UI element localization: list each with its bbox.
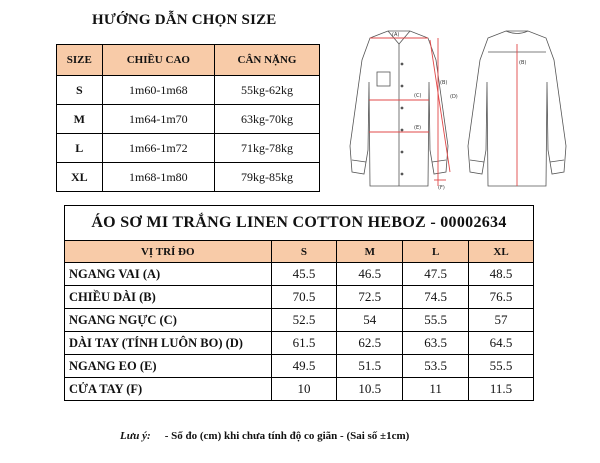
weight-cell: 71kg-78kg [215,134,320,163]
size-cell: L [57,134,103,163]
height-cell: 1m64-1m70 [102,105,214,134]
value-s: 10 [271,378,337,401]
table-header-row [57,45,320,76]
weight-cell: 55kg-62kg [215,76,320,105]
shirt-measurement-diagram [338,24,588,194]
label-a: (A) [392,32,400,38]
col-position: VỊ TRÍ ĐO [65,241,272,263]
value-s: 45.5 [271,263,337,286]
value-m: 62.5 [337,332,403,355]
product-measurement-table [64,205,534,401]
table-row [65,309,534,332]
measure-label: NGANG VAI (A) [65,263,272,286]
note-label: Lưu ý: [120,430,151,442]
label-c: (C) [414,93,422,99]
label-b: (B) [440,80,448,86]
col-xl: XL [469,241,534,263]
size-guide-title: HƯỚNG DẪN CHỌN SIZE [92,12,277,28]
shirt-front-illustration [350,31,448,186]
value-m: 51.5 [337,355,403,378]
table-row [57,134,320,163]
label-e: (E) [414,125,422,131]
col-size: SIZE [57,45,103,76]
size-cell: M [57,105,103,134]
value-xl: 64.5 [469,332,534,355]
value-l: 63.5 [403,332,469,355]
label-d: (D) [450,94,458,100]
table-row [57,76,320,105]
product-title-row [65,206,534,241]
col-l: L [403,241,469,263]
note-text: - Số đo (cm) khi chưa tính độ co giãn - (Sai số ±1cm) [164,430,410,442]
col-height: CHIỀU CAO [102,45,214,76]
table-row [65,355,534,378]
label-b-back: (B) [519,60,527,66]
measure-label: NGANG NGỰC (C) [65,309,272,332]
value-m: 10.5 [337,378,403,401]
value-xl: 11.5 [469,378,534,401]
table-row [57,105,320,134]
weight-cell: 63kg-70kg [215,105,320,134]
height-cell: 1m60-1m68 [102,76,214,105]
col-m: M [337,241,403,263]
value-l: 74.5 [403,286,469,309]
height-cell: 1m68-1m80 [102,163,214,192]
value-xl: 57 [469,309,534,332]
height-cell: 1m66-1m72 [102,134,214,163]
label-f: (F) [438,185,445,191]
measure-label: CHIỀU DÀI (B) [65,286,272,309]
table-row [65,286,534,309]
table-header-row [65,241,534,263]
value-s: 70.5 [271,286,337,309]
size-guide-table [56,44,320,192]
footnote [120,430,409,442]
measure-label: DÀI TAY (TÍNH LUÔN BO) (D) [65,332,272,355]
size-cell: XL [57,163,103,192]
weight-cell: 79kg-85kg [215,163,320,192]
value-l: 55.5 [403,309,469,332]
value-s: 49.5 [271,355,337,378]
value-xl: 76.5 [469,286,534,309]
value-m: 54 [337,309,403,332]
value-l: 47.5 [403,263,469,286]
table-row [65,332,534,355]
table-row [65,378,534,401]
measure-label: NGANG EO (E) [65,355,272,378]
measure-label: CỬA TAY (F) [65,378,272,401]
value-xl: 55.5 [469,355,534,378]
value-s: 61.5 [271,332,337,355]
size-cell: S [57,76,103,105]
product-title: ÁO SƠ MI TRẮNG LINEN COTTON HEBOZ - 00002634 [65,206,534,241]
value-l: 53.5 [403,355,469,378]
value-m: 46.5 [337,263,403,286]
value-xl: 48.5 [469,263,534,286]
col-s: S [271,241,337,263]
table-row [57,163,320,192]
value-s: 52.5 [271,309,337,332]
value-l: 11 [403,378,469,401]
value-m: 72.5 [337,286,403,309]
col-weight: CÂN NẶNG [215,45,320,76]
table-row [65,263,534,286]
